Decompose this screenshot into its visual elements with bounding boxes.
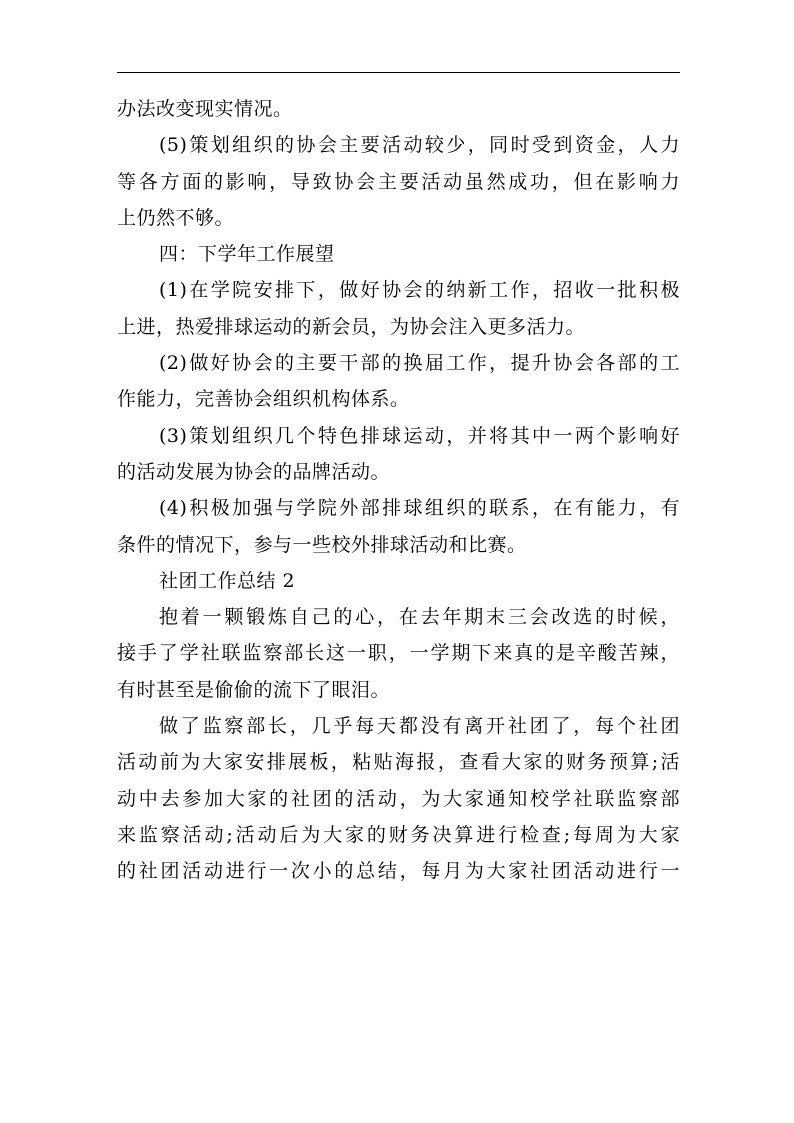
text-line: 的活动发展为协会的品牌活动。	[117, 460, 391, 483]
text-line: 做了监察部长，几乎每天都没有离开社团了，每个社团	[159, 715, 680, 738]
text-line: 社团工作总结 2	[159, 569, 296, 592]
text-line: 活动前为大家安排展板，粘贴海报，查看大家的财务预算;活	[117, 751, 680, 774]
text-line: 条件的情况下，参与一些校外排球活动和比赛。	[117, 533, 527, 556]
header-rule	[117, 72, 680, 73]
text-line: 四：下学年工作展望	[159, 243, 335, 266]
text-line: (1)在学院安排下，做好协会的纳新工作，招收一批积极	[159, 279, 680, 302]
text-line: 来监察活动;活动后为大家的财务决算进行检查;每周为大家	[117, 823, 680, 846]
text-line: (3)策划组织几个特色排球运动，并将其中一两个影响好	[159, 424, 680, 447]
text-line: (4)积极加强与学院外部排球组织的联系，在有能力，有	[159, 497, 680, 520]
text-line: 作能力，完善协会组织机构体系。	[117, 388, 410, 411]
text-line: 上进，热爱排球运动的新会员，为协会注入更多活力。	[117, 315, 586, 338]
text-line: 接手了学社联监察部长这一职，一学期下来真的是辛酸苦辣，	[117, 642, 680, 665]
text-line: 抱着一颗锻炼自己的心，在去年期末三会改选的时候，	[159, 606, 680, 629]
text-line: 有时甚至是偷偷的流下了眼泪。	[117, 678, 391, 701]
text-line: (2)做好协会的主要干部的换届工作，提升协会各部的工	[159, 352, 680, 375]
text-line: (5)策划组织的协会主要活动较少，同时受到资金，人力	[159, 134, 680, 157]
text-line: 办法改变现实情况。	[117, 98, 293, 120]
text-line: 等各方面的影响，导致协会主要活动虽然成功，但在影响力	[117, 170, 680, 193]
text-line: 动中去参加大家的社团的活动，为大家通知校学社联监察部	[117, 787, 680, 810]
document-body	[117, 91, 680, 890]
text-line: 上仍然不够。	[117, 206, 235, 229]
text-line: 的社团活动进行一次小的总结，每月为大家社团活动进行一	[117, 860, 680, 883]
